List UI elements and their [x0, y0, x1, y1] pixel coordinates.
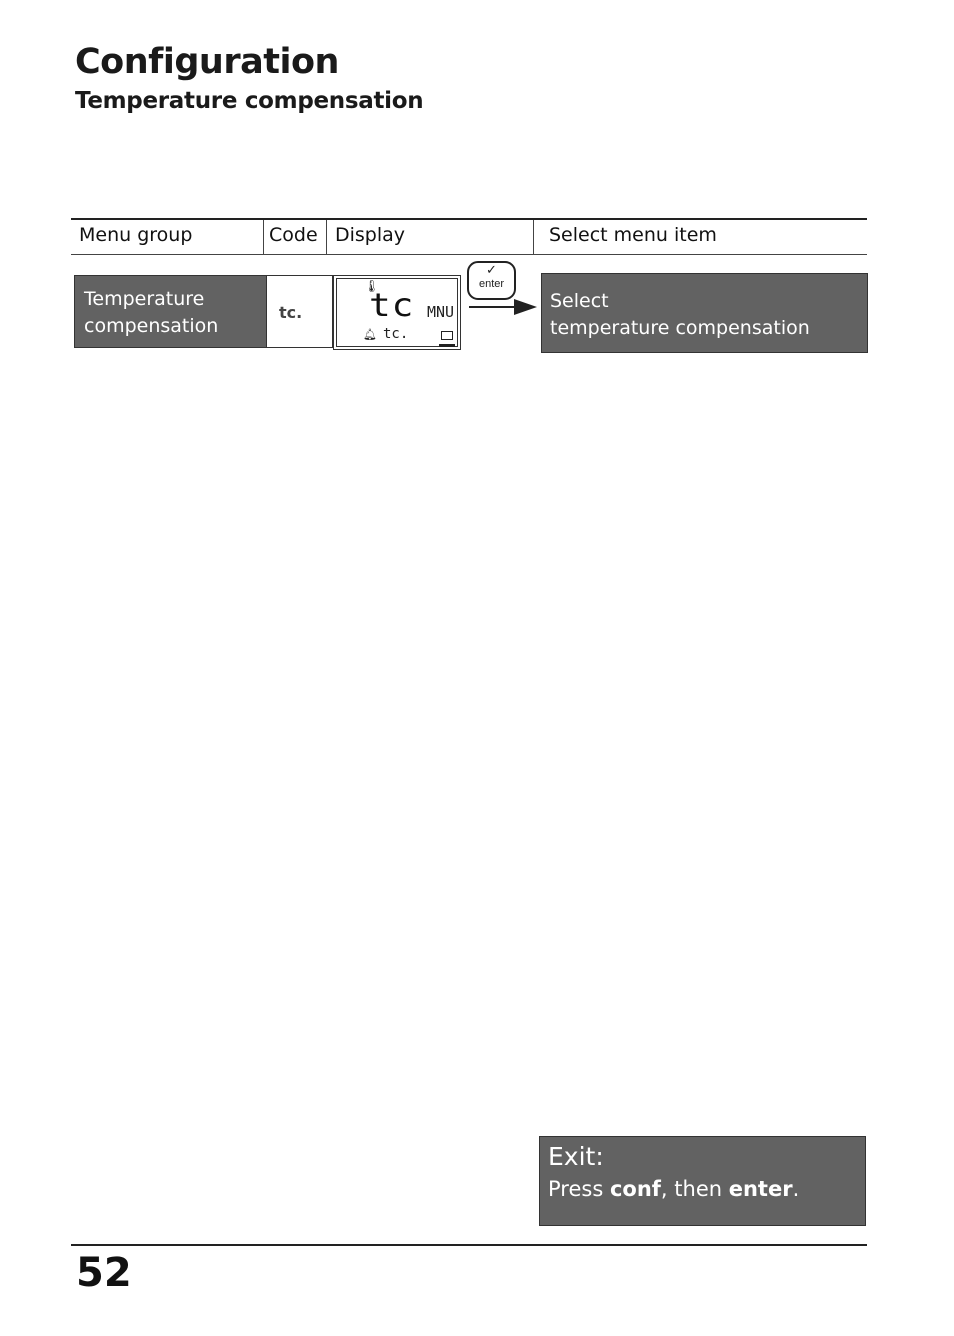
- exit-enter-key: enter: [728, 1177, 793, 1201]
- exit-conf-key: conf: [609, 1177, 661, 1201]
- table-header-separator: [326, 220, 327, 254]
- menu-group-label-line1: Temperature: [84, 288, 205, 310]
- exit-title: Exit:: [548, 1142, 604, 1171]
- header-select-menu-item: Select menu item: [549, 224, 717, 246]
- page-number: 52: [76, 1250, 132, 1296]
- alarm-bell-icon: 🔔︎: [363, 328, 377, 341]
- page-title: Configuration: [75, 42, 339, 82]
- exit-then-text: , then: [660, 1177, 729, 1201]
- exit-period: .: [792, 1177, 800, 1201]
- menu-group-label-line2: compensation: [84, 315, 219, 337]
- table-header-separator: [533, 220, 534, 254]
- lcd-display: [333, 275, 461, 350]
- table-header-top-rule: [71, 218, 867, 220]
- arrow-right-icon: [468, 296, 538, 318]
- enter-key-icon: [467, 261, 516, 300]
- page-subtitle: Temperature compensation: [75, 88, 424, 114]
- card-icon: [441, 331, 453, 340]
- check-icon: ✓: [486, 263, 497, 278]
- footer-rule: [71, 1244, 867, 1246]
- exit-instructions: [539, 1136, 866, 1226]
- select-menu-item-cell: [541, 273, 868, 353]
- code-cell: [267, 275, 333, 348]
- table-header-separator: [263, 220, 264, 254]
- select-line1: Select: [550, 290, 609, 312]
- code-value: tc.: [279, 303, 303, 322]
- enter-key-label: enter: [478, 278, 505, 290]
- header-display: Display: [335, 224, 406, 246]
- lcd-main-text: tc: [369, 287, 415, 324]
- lcd-bar-indicator: [439, 344, 455, 347]
- table-header-bottom-rule: [71, 254, 867, 255]
- exit-press-text: Press: [548, 1177, 610, 1201]
- select-line2: temperature compensation: [550, 317, 810, 339]
- header-menu-group: Menu group: [79, 224, 193, 246]
- lcd-mode-text: MNU: [427, 303, 455, 321]
- header-code: Code: [269, 224, 318, 246]
- exit-text: [548, 1173, 865, 1205]
- lcd-display-frame: [336, 278, 458, 347]
- lcd-sub-text: tc.: [383, 326, 409, 342]
- menu-group-cell: [74, 275, 267, 348]
- thermometer-icon: 🌡︎: [364, 279, 380, 293]
